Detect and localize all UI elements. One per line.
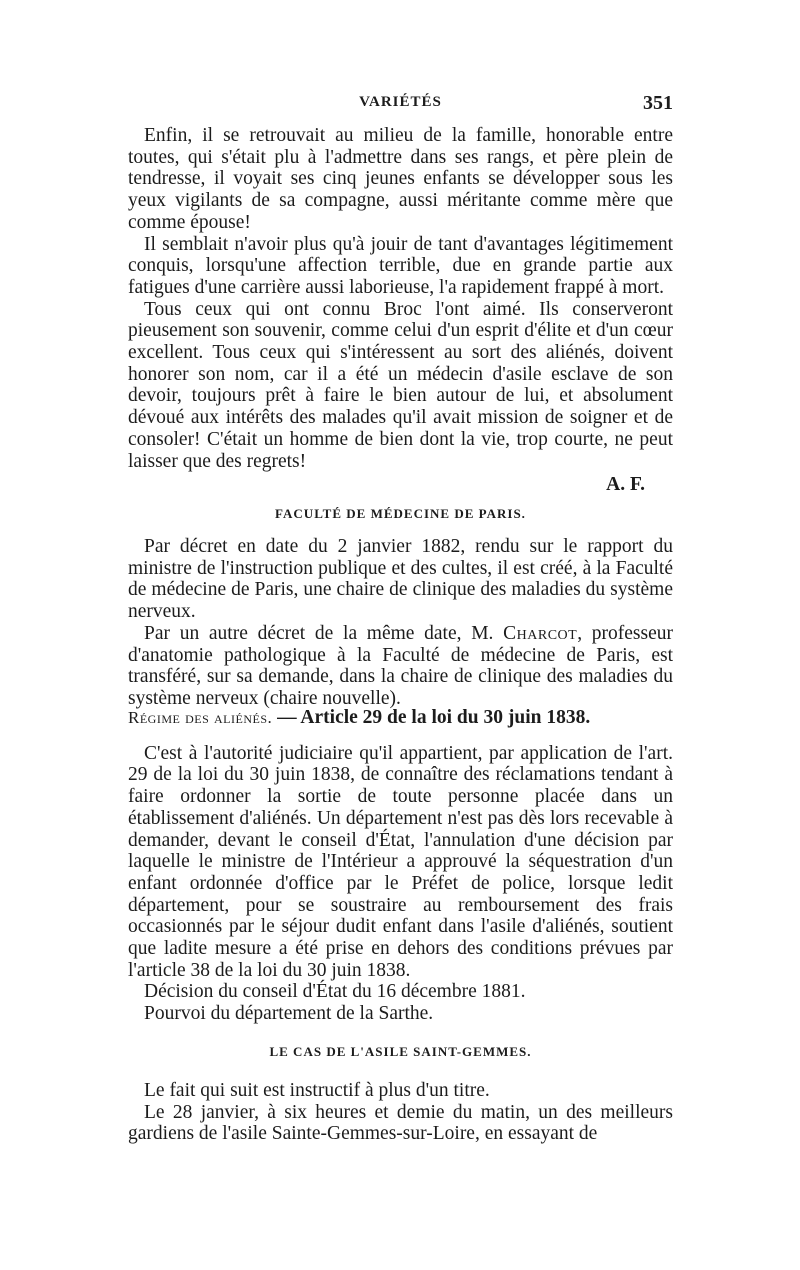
paragraph: Le 28 janvier, à six heures et demie du matin, un des meilleurs gardiens de l'asile Sainte-Gemmes-sur-Loire, en essayant de — [128, 1101, 673, 1145]
paragraph: Décision du conseil d'État du 16 décembre 1881. — [144, 981, 526, 1003]
paragraph: Par décret en date du 2 janvier 1882, rendu sur le rapport du ministre de l'instruction publique et des cultes, il est créé, à la Faculté de médecine de Paris, une chaire de clinique des maladies du système nerveux. — [128, 536, 673, 623]
paragraph: Tous ceux qui ont connu Broc l'ont aimé. Ils conserveront pieusement son souvenir, comme celui d'un esprit d'élite et d'un cœur excellent. Tous ceux qui s'intéressent au sort des aliénés, doivent honorer son nom, car il a été un médecin d'asile esclave de son devoir, toujours prêt à faire le bien autour de lui, et absolument dévoué aux intérêts des malades qu'il avait mission de soigner et de consoler! C'était un homme de bien dont la vie, trop courte, ne peut laisser que des regrets! — [128, 298, 673, 472]
paragraph: Pourvoi du département de la Sarthe. — [144, 1003, 434, 1025]
paragraph: C'est à l'autorité judiciaire qu'il appartient, par application de l'art. 29 de la loi du 30 juin 1838, de connaître des réclamations tendant à faire ordonner la sortie de toute personne placée dans un établissement d'aliénés. Un département n'est pas dès lors recevable à demander, devant le conseil d'État, l'annulation d'une décision par laquelle le ministre de l'Intérieur a approuvé la séquestration d'un enfant ordonnée d'office par le Préfet de police, lorsque ledit département, pour se soustraire au remboursement des frais occasionnés par le séjour dudit enfant dans l'asile d'aliénés, soutient que ladite mesure a été prise en dehors des conditions prévues par l'article 38 de la loi du 30 juin 1838. — [128, 742, 673, 981]
person-name: Charcot — [503, 622, 578, 644]
runin-title: — Article 29 de la loi du 30 juin 1838. — [272, 707, 591, 728]
paragraph-text: Par un autre décret de la même date, M. — [144, 622, 504, 644]
section-faculte-medecine — [128, 506, 673, 710]
page-number: 351 — [643, 92, 673, 114]
book-page — [128, 0, 673, 1270]
paragraph: Le fait qui suit est instructif à plus d'un titre. — [144, 1080, 490, 1101]
author-signature: A. F. — [606, 474, 645, 496]
paragraph — [128, 623, 673, 710]
section-regime-alienes — [128, 707, 673, 1025]
paragraph-text: , professeur d'anatomie pathologique à la Faculté de médecine de Paris, est transféré, sur sa demande, dans la chaire de clinique des maladies du système nerveux (chaire nouvelle). — [128, 622, 674, 709]
section-heading: LE CAS DE L'ASILE SAINT-GEMMES. — [269, 1044, 532, 1059]
running-header — [128, 94, 673, 120]
running-title: VARIÉTÉS — [359, 94, 442, 110]
runin-heading — [128, 707, 673, 729]
section-asile-saint-gemmes — [128, 1044, 673, 1145]
paragraph: Enfin, il se retrouvait au milieu de la famille, honorable entre toutes, qui s'était plu à l'admettre dans ses rangs, et père plein de tendresse, il voyait ses cinq jeunes enfants se développer sous les yeux vigilants de sa compagne, aussi méritante comme mère que comme épouse! — [128, 125, 673, 233]
article-broc-obituary — [128, 125, 673, 496]
section-heading: FACULTÉ DE MÉDECINE DE PARIS. — [275, 506, 526, 521]
paragraph: Il semblait n'avoir plus qu'à jouir de tant d'avantages légitimement conquis, lorsqu'une affection terrible, due en grande partie aux fatigues d'une carrière aussi laborieuse, l'a rapidement frappé à mort. — [128, 233, 673, 298]
runin-label: Régime des aliénés. — [128, 708, 273, 727]
